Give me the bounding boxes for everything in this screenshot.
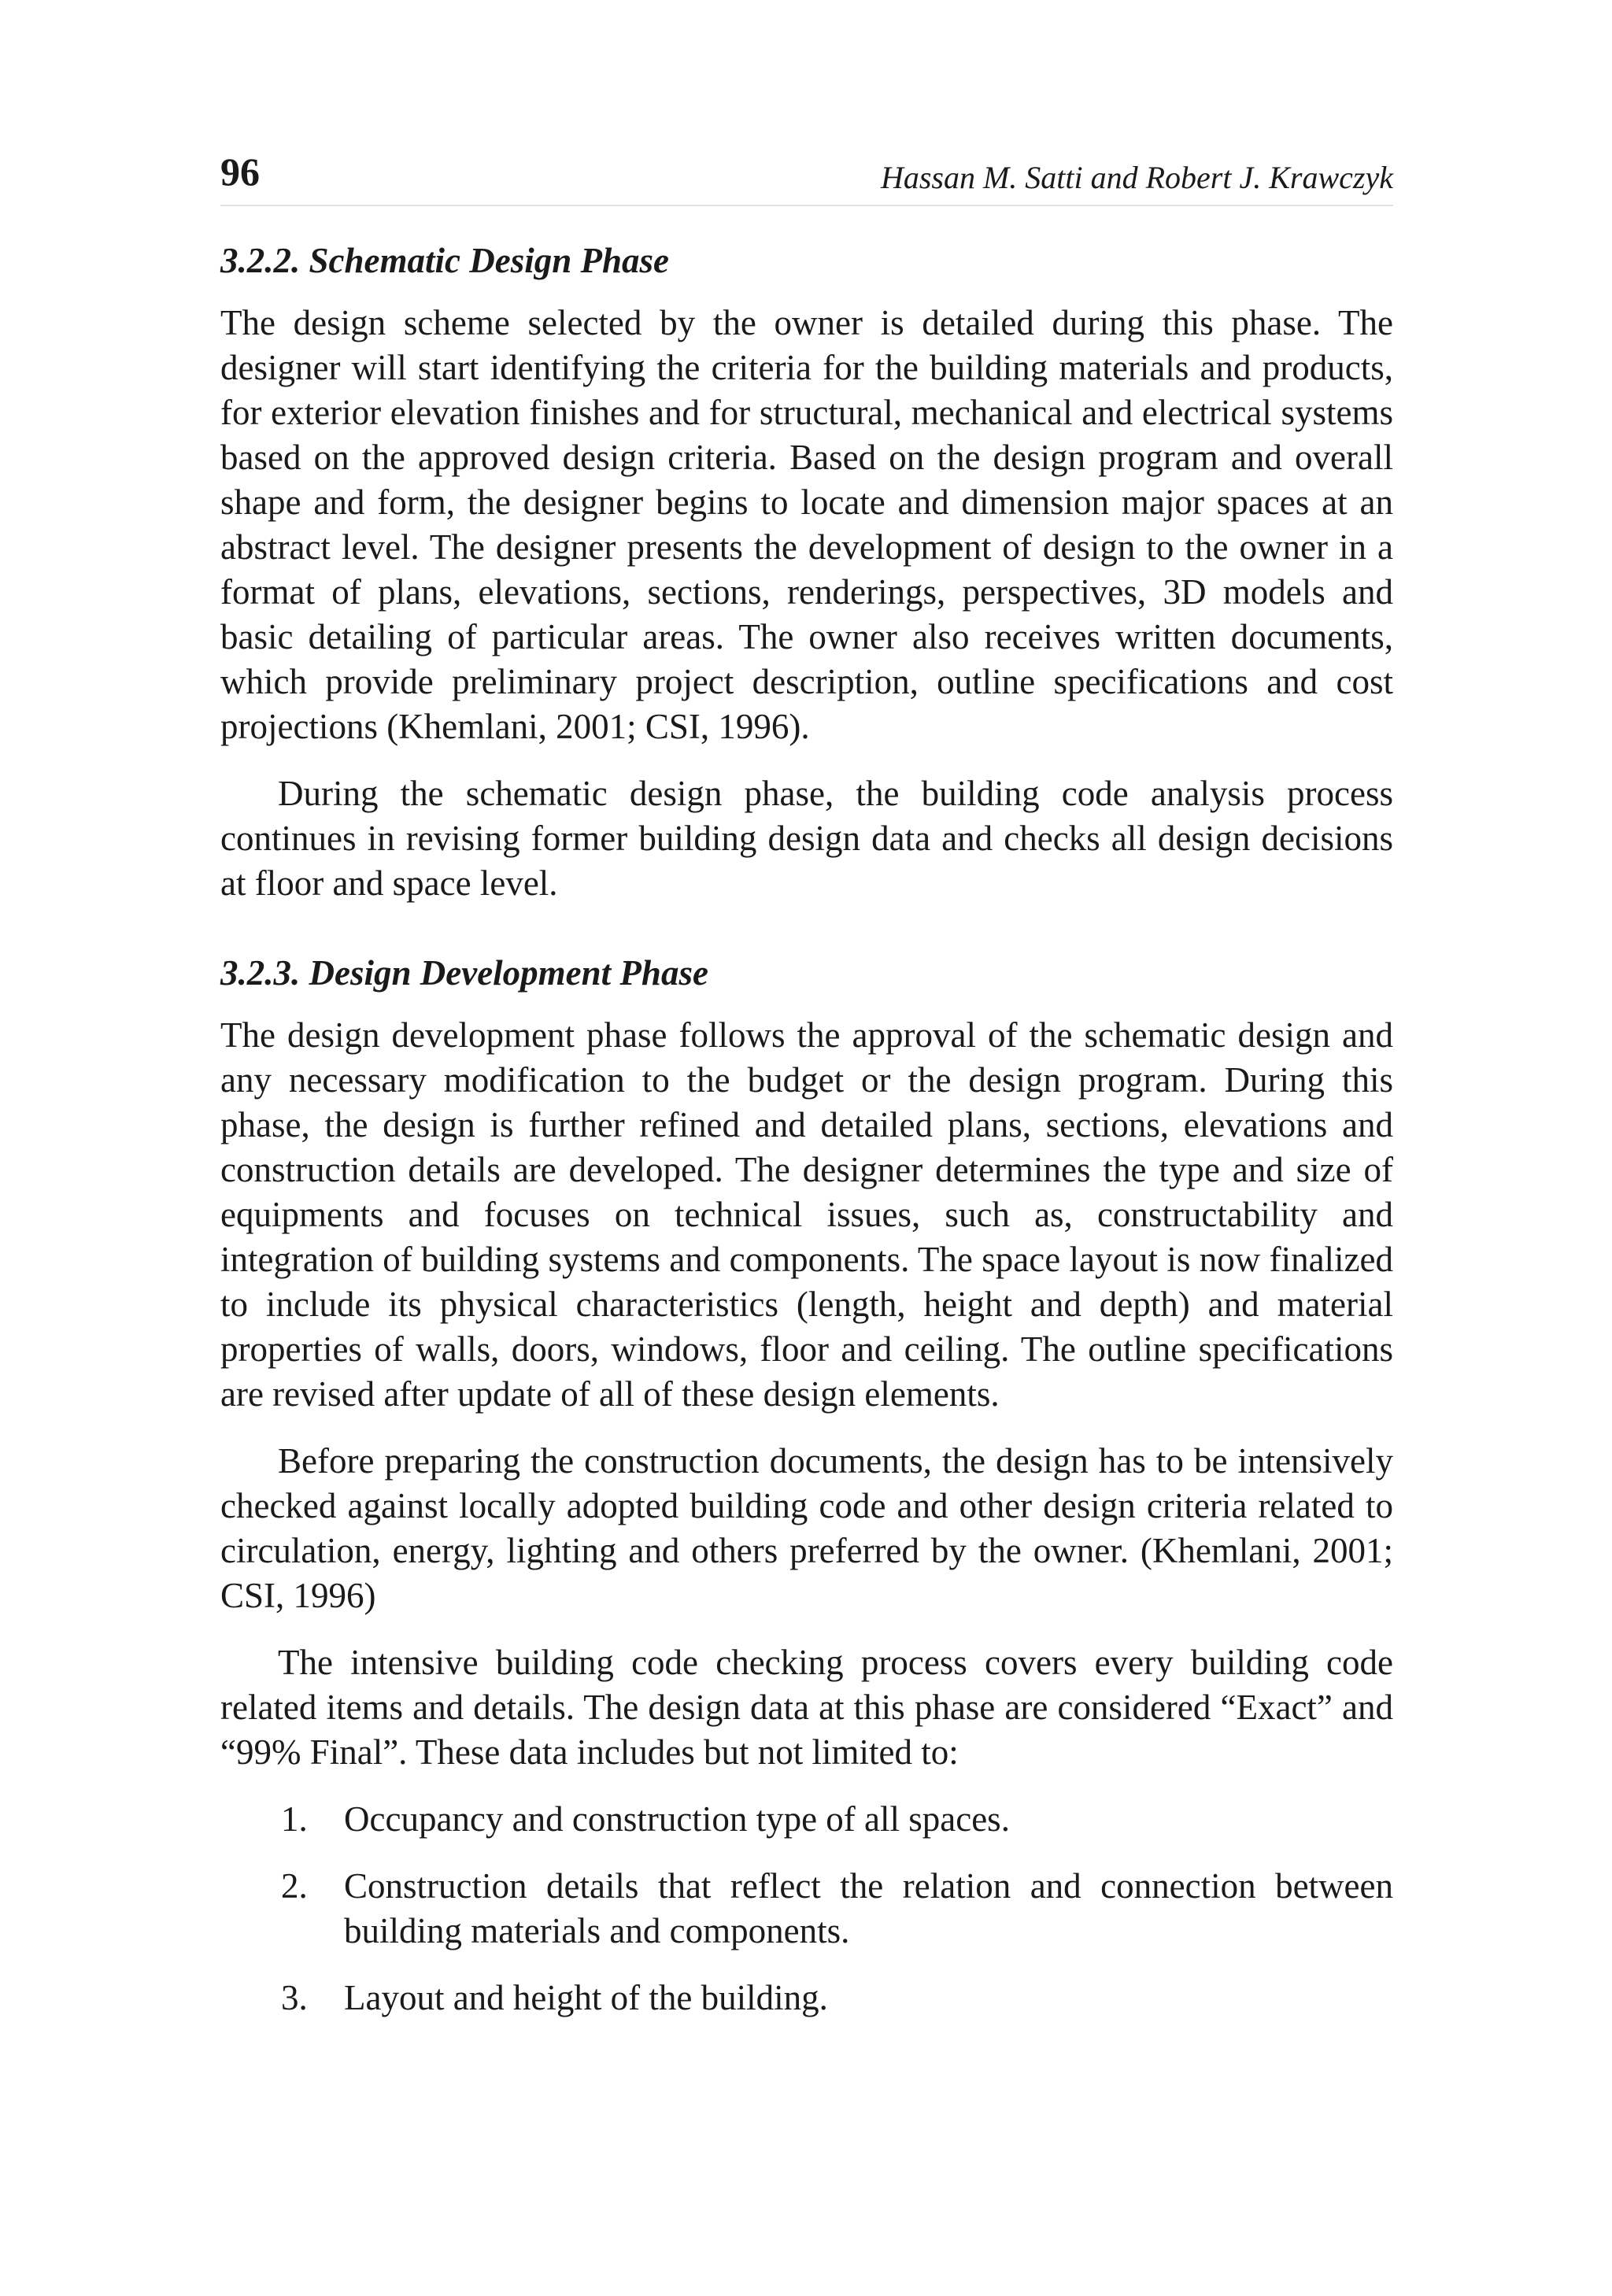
paragraph: Before preparing the construction documents, the design has to be intensively checked against locally adopted building code and other design criteria related to circulation, energy, lighting and others preferred by the owner. (Khemlani, 2001; CSI, 1996) bbox=[220, 1441, 1393, 1615]
section-heading: 3.2.3. Design Development Phase bbox=[220, 953, 708, 993]
list-number: 1. bbox=[281, 1799, 308, 1839]
paragraph: The design development phase follows the approval of the schematic design and any necessary modification to the budget or the design program. During this phase, the design is further refined and detailed plans, sections, elevations and construction details are developed. The designer determines the type and size of equipments and focuses on technical issues, such as, constructability and integration of building systems and components. The space layout is now finalized to include its physical characteristics (length, height and depth) and material properties of walls, doors, windows, floor and ceiling. The outline specifications are revised after update of all of these design elements. bbox=[220, 1015, 1393, 1414]
page-header bbox=[220, 150, 1393, 206]
list-text: Construction details that reflect the relation and connection between building materials and components. bbox=[344, 1866, 1393, 1950]
paragraph: The intensive building code checking process covers every building code related items and details. The design data at this phase are considered “Exact” and “99% Final”. These data includes but not limited to: bbox=[220, 1643, 1393, 1772]
numbered-list bbox=[220, 1797, 1393, 2021]
paragraph: During the schematic design phase, the building code analysis process continues in revising former building design data and checks all design decisions at floor and space level. bbox=[220, 774, 1393, 903]
list-item bbox=[220, 1864, 1393, 1954]
list-item bbox=[220, 1797, 1393, 1842]
list-item bbox=[220, 1976, 1393, 2021]
section-heading: 3.2.2. Schematic Design Phase bbox=[220, 241, 669, 280]
list-number: 2. bbox=[281, 1866, 308, 1906]
section-design-development bbox=[220, 950, 1393, 2021]
page-number: 96 bbox=[220, 150, 260, 194]
list-text: Layout and height of the building. bbox=[344, 1978, 828, 2017]
paragraph: The design scheme selected by the owner is detailed during this phase. The designer will start identifying the criteria for the building materials and products, for exterior elevation finishes and for structural, mechanical and electrical systems based on the approved design criteria. Based on the design program and overall shape and form, the designer begins to locate and dimension major spaces at an abstract level. The designer presents the development of design to the owner in a format of plans, elevations, sections, renderings, perspectives, 3D models and basic detailing of particular areas. The owner also receives written documents, which provide preliminary project description, outline specifications and cost projections (Khemlani, 2001; CSI, 1996). bbox=[220, 303, 1393, 746]
list-text: Occupancy and construction type of all spaces. bbox=[344, 1799, 1010, 1839]
running-head: Hassan M. Satti and Robert J. Krawczyk bbox=[880, 160, 1393, 195]
page bbox=[220, 150, 1393, 2021]
section-schematic-design bbox=[220, 238, 1393, 906]
list-number: 3. bbox=[281, 1978, 308, 2017]
